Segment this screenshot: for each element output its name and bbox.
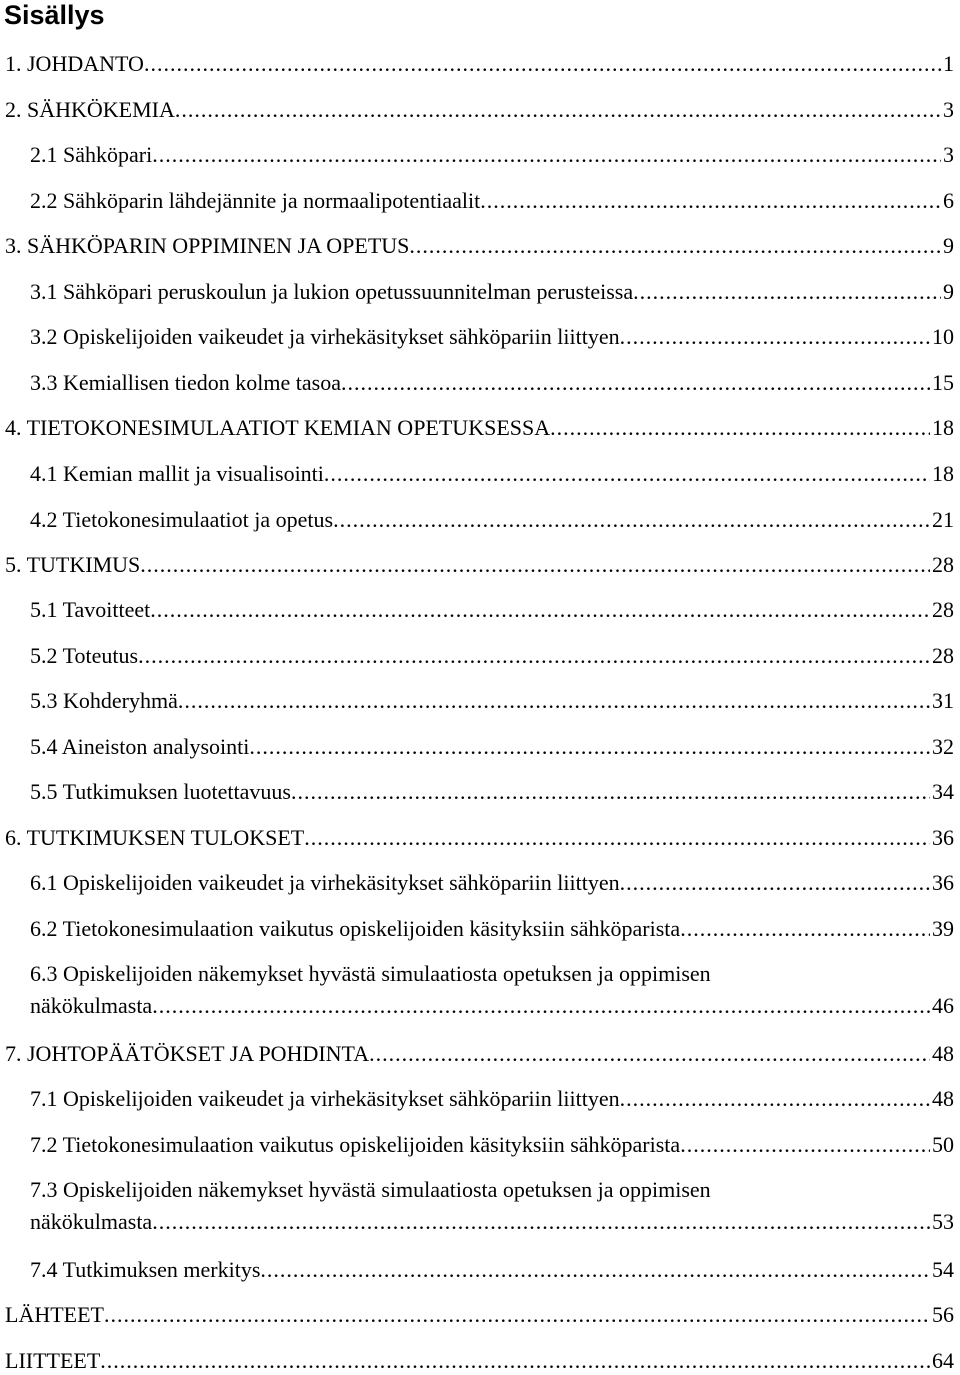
toc-page-number: 9 <box>943 279 954 304</box>
toc-entry-label: 6.3 Opiskelijoiden näkemykset hyvästä simulaatiosta opetuksen ja oppimisen <box>30 961 711 986</box>
toc-page-number: 9 <box>943 233 954 258</box>
toc-entry[interactable] <box>30 506 954 534</box>
toc-entry[interactable] <box>5 414 954 442</box>
dot-leader <box>104 1301 930 1329</box>
dot-leader <box>480 187 941 215</box>
toc-entry[interactable] <box>30 1131 954 1159</box>
toc-entry[interactable] <box>30 1176 954 1236</box>
toc-entry[interactable] <box>30 915 954 943</box>
toc-entry[interactable] <box>5 96 954 124</box>
toc-entry-label: LÄHTEET <box>5 1302 104 1327</box>
toc-entry[interactable] <box>30 642 954 670</box>
toc-entry[interactable] <box>30 960 954 1020</box>
dot-leader <box>620 323 930 351</box>
toc-entry[interactable] <box>30 778 954 806</box>
dot-leader <box>680 915 930 943</box>
toc-entry[interactable] <box>5 1347 954 1375</box>
toc-page-number: 18 <box>932 461 954 486</box>
toc-page-number: 31 <box>932 688 954 713</box>
toc-entry-label: 3.1 Sähköpari peruskoulun ja lukion opetussuunnitelman perusteissa <box>30 279 634 304</box>
toc-entry-label-continued: näkökulmasta <box>30 1209 153 1234</box>
toc-entry-label: 6.1 Opiskelijoiden vaikeudet ja virhekäsitykset sähköpariin liittyen <box>30 870 620 895</box>
toc-entry-label: 7.3 Opiskelijoiden näkemykset hyvästä simulaatiosta opetuksen ja oppimisen <box>30 1177 711 1202</box>
toc-entry[interactable] <box>30 141 954 169</box>
dot-leader <box>324 460 930 488</box>
toc-page-number: 56 <box>932 1302 954 1327</box>
toc-entry[interactable] <box>5 50 954 78</box>
toc-entry[interactable] <box>30 278 954 306</box>
toc-entry-label: 2.1 Sähköpari <box>30 142 153 167</box>
toc-entry[interactable] <box>30 323 954 351</box>
dot-leader <box>633 278 941 306</box>
toc-page-number: 32 <box>932 734 954 759</box>
toc-page-number: 36 <box>932 870 954 895</box>
toc-page-number: 28 <box>932 597 954 622</box>
toc-page-number: 54 <box>932 1257 954 1282</box>
toc-entry-label: 5.3 Kohderyhmä <box>30 688 178 713</box>
toc-page-number: 21 <box>932 507 954 532</box>
dot-leader <box>620 1085 930 1113</box>
toc-page-number: 6 <box>943 188 954 213</box>
dot-leader <box>138 642 930 670</box>
toc-entry-label: 5.4 Aineiston analysointi <box>30 734 250 759</box>
toc-page-number: 48 <box>932 1041 954 1066</box>
toc-page-number: 34 <box>932 779 954 804</box>
toc-entry[interactable] <box>5 232 954 260</box>
toc-entry-label: 7.1 Opiskelijoiden vaikeudet ja virhekäsitykset sähköpariin liittyen <box>30 1086 620 1111</box>
toc-entry-label: 1. JOHDANTO <box>5 51 144 76</box>
toc-entry[interactable] <box>30 1085 954 1113</box>
toc-entry-label: 7. JOHTOPÄÄTÖKSET JA POHDINTA <box>5 1041 370 1066</box>
toc-page-number: 36 <box>932 825 954 850</box>
toc-entry[interactable] <box>5 1040 954 1068</box>
dot-leader <box>152 992 930 1020</box>
toc-entry-label: 3. SÄHKÖPARIN OPPIMINEN JA OPETUS <box>5 233 410 258</box>
toc-entry-label: 4.1 Kemian mallit ja visualisointi <box>30 461 324 486</box>
toc-entry[interactable] <box>5 551 954 579</box>
dot-leader <box>620 869 930 897</box>
toc-page-number: 50 <box>932 1132 954 1157</box>
toc-entry-label: 5.5 Tutkimuksen luotettavuus <box>30 779 291 804</box>
toc-page-number: 18 <box>932 415 954 440</box>
dot-leader <box>150 596 930 624</box>
toc-entry-label: 5.1 Tavoitteet <box>30 597 151 622</box>
dot-leader <box>100 1347 930 1375</box>
dot-leader <box>249 733 930 761</box>
dot-leader <box>680 1131 930 1159</box>
dot-leader <box>304 824 930 852</box>
toc-entry[interactable] <box>5 1301 954 1329</box>
toc-entry[interactable] <box>30 187 954 215</box>
toc-entry[interactable] <box>30 733 954 761</box>
toc-entry-label-continued: näkökulmasta <box>30 993 153 1018</box>
dot-leader <box>152 141 941 169</box>
toc-entry-label: 7.4 Tutkimuksen merkitys <box>30 1257 261 1282</box>
toc-entry-label: 3.3 Kemiallisen tiedon kolme tasoa <box>30 370 341 395</box>
toc-entry-label: 5. TUTKIMUS <box>5 552 141 577</box>
toc-page-number: 39 <box>932 916 954 941</box>
toc-entry[interactable] <box>30 1256 954 1284</box>
toc-entry[interactable] <box>30 869 954 897</box>
dot-leader <box>409 232 941 260</box>
dot-leader <box>341 369 930 397</box>
dot-leader <box>333 506 930 534</box>
toc-page-number: 53 <box>932 1209 954 1234</box>
toc-entry-label: 4.2 Tietokonesimulaatiot ja opetus <box>30 507 334 532</box>
toc-entry[interactable] <box>30 596 954 624</box>
toc-entry-label: 3.2 Opiskelijoiden vaikeudet ja virhekäsitykset sähköpariin liittyen <box>30 324 620 349</box>
toc-entry[interactable] <box>30 460 954 488</box>
toc-entry-label: 6. TUTKIMUKSEN TULOKSET <box>5 825 305 850</box>
toc-page-number: 28 <box>932 643 954 668</box>
dot-leader <box>369 1040 930 1068</box>
toc-page-number: 28 <box>932 552 954 577</box>
page-title: Sisällys <box>4 0 105 30</box>
toc-page-number: 46 <box>932 993 954 1018</box>
dot-leader <box>144 50 941 78</box>
toc-page-number: 3 <box>943 142 954 167</box>
toc-entry[interactable] <box>30 687 954 715</box>
toc-entry-label: 2. SÄHKÖKEMIA <box>5 97 175 122</box>
dot-leader <box>140 551 930 579</box>
toc-page-number: 64 <box>932 1348 954 1373</box>
toc-entry-label: 2.2 Sähköparin lähdejännite ja normaalipotentiaalit <box>30 188 481 213</box>
toc-page-number: 10 <box>932 324 954 349</box>
dot-leader <box>291 778 930 806</box>
toc-page-number: 48 <box>932 1086 954 1111</box>
toc-entry-label: LIITTEET <box>5 1348 101 1373</box>
toc-page-number: 1 <box>943 51 954 76</box>
toc-page-number: 3 <box>943 97 954 122</box>
toc-entry[interactable] <box>5 824 954 852</box>
toc-entry-label: 7.2 Tietokonesimulaation vaikutus opiskelijoiden käsityksiin sähköparista <box>30 1132 681 1157</box>
dot-leader <box>260 1256 930 1284</box>
dot-leader <box>175 96 941 124</box>
toc-page-number: 15 <box>932 370 954 395</box>
toc-entry[interactable] <box>30 369 954 397</box>
dot-leader <box>550 414 930 442</box>
toc-entry-label: 4. TIETOKONESIMULAATIOT KEMIAN OPETUKSESSA <box>5 415 551 440</box>
toc-entry-label: 6.2 Tietokonesimulaation vaikutus opiskelijoiden käsityksiin sähköparista <box>30 916 681 941</box>
toc-entry-label: 5.2 Toteutus <box>30 643 139 668</box>
dot-leader <box>178 687 930 715</box>
dot-leader <box>152 1208 930 1236</box>
